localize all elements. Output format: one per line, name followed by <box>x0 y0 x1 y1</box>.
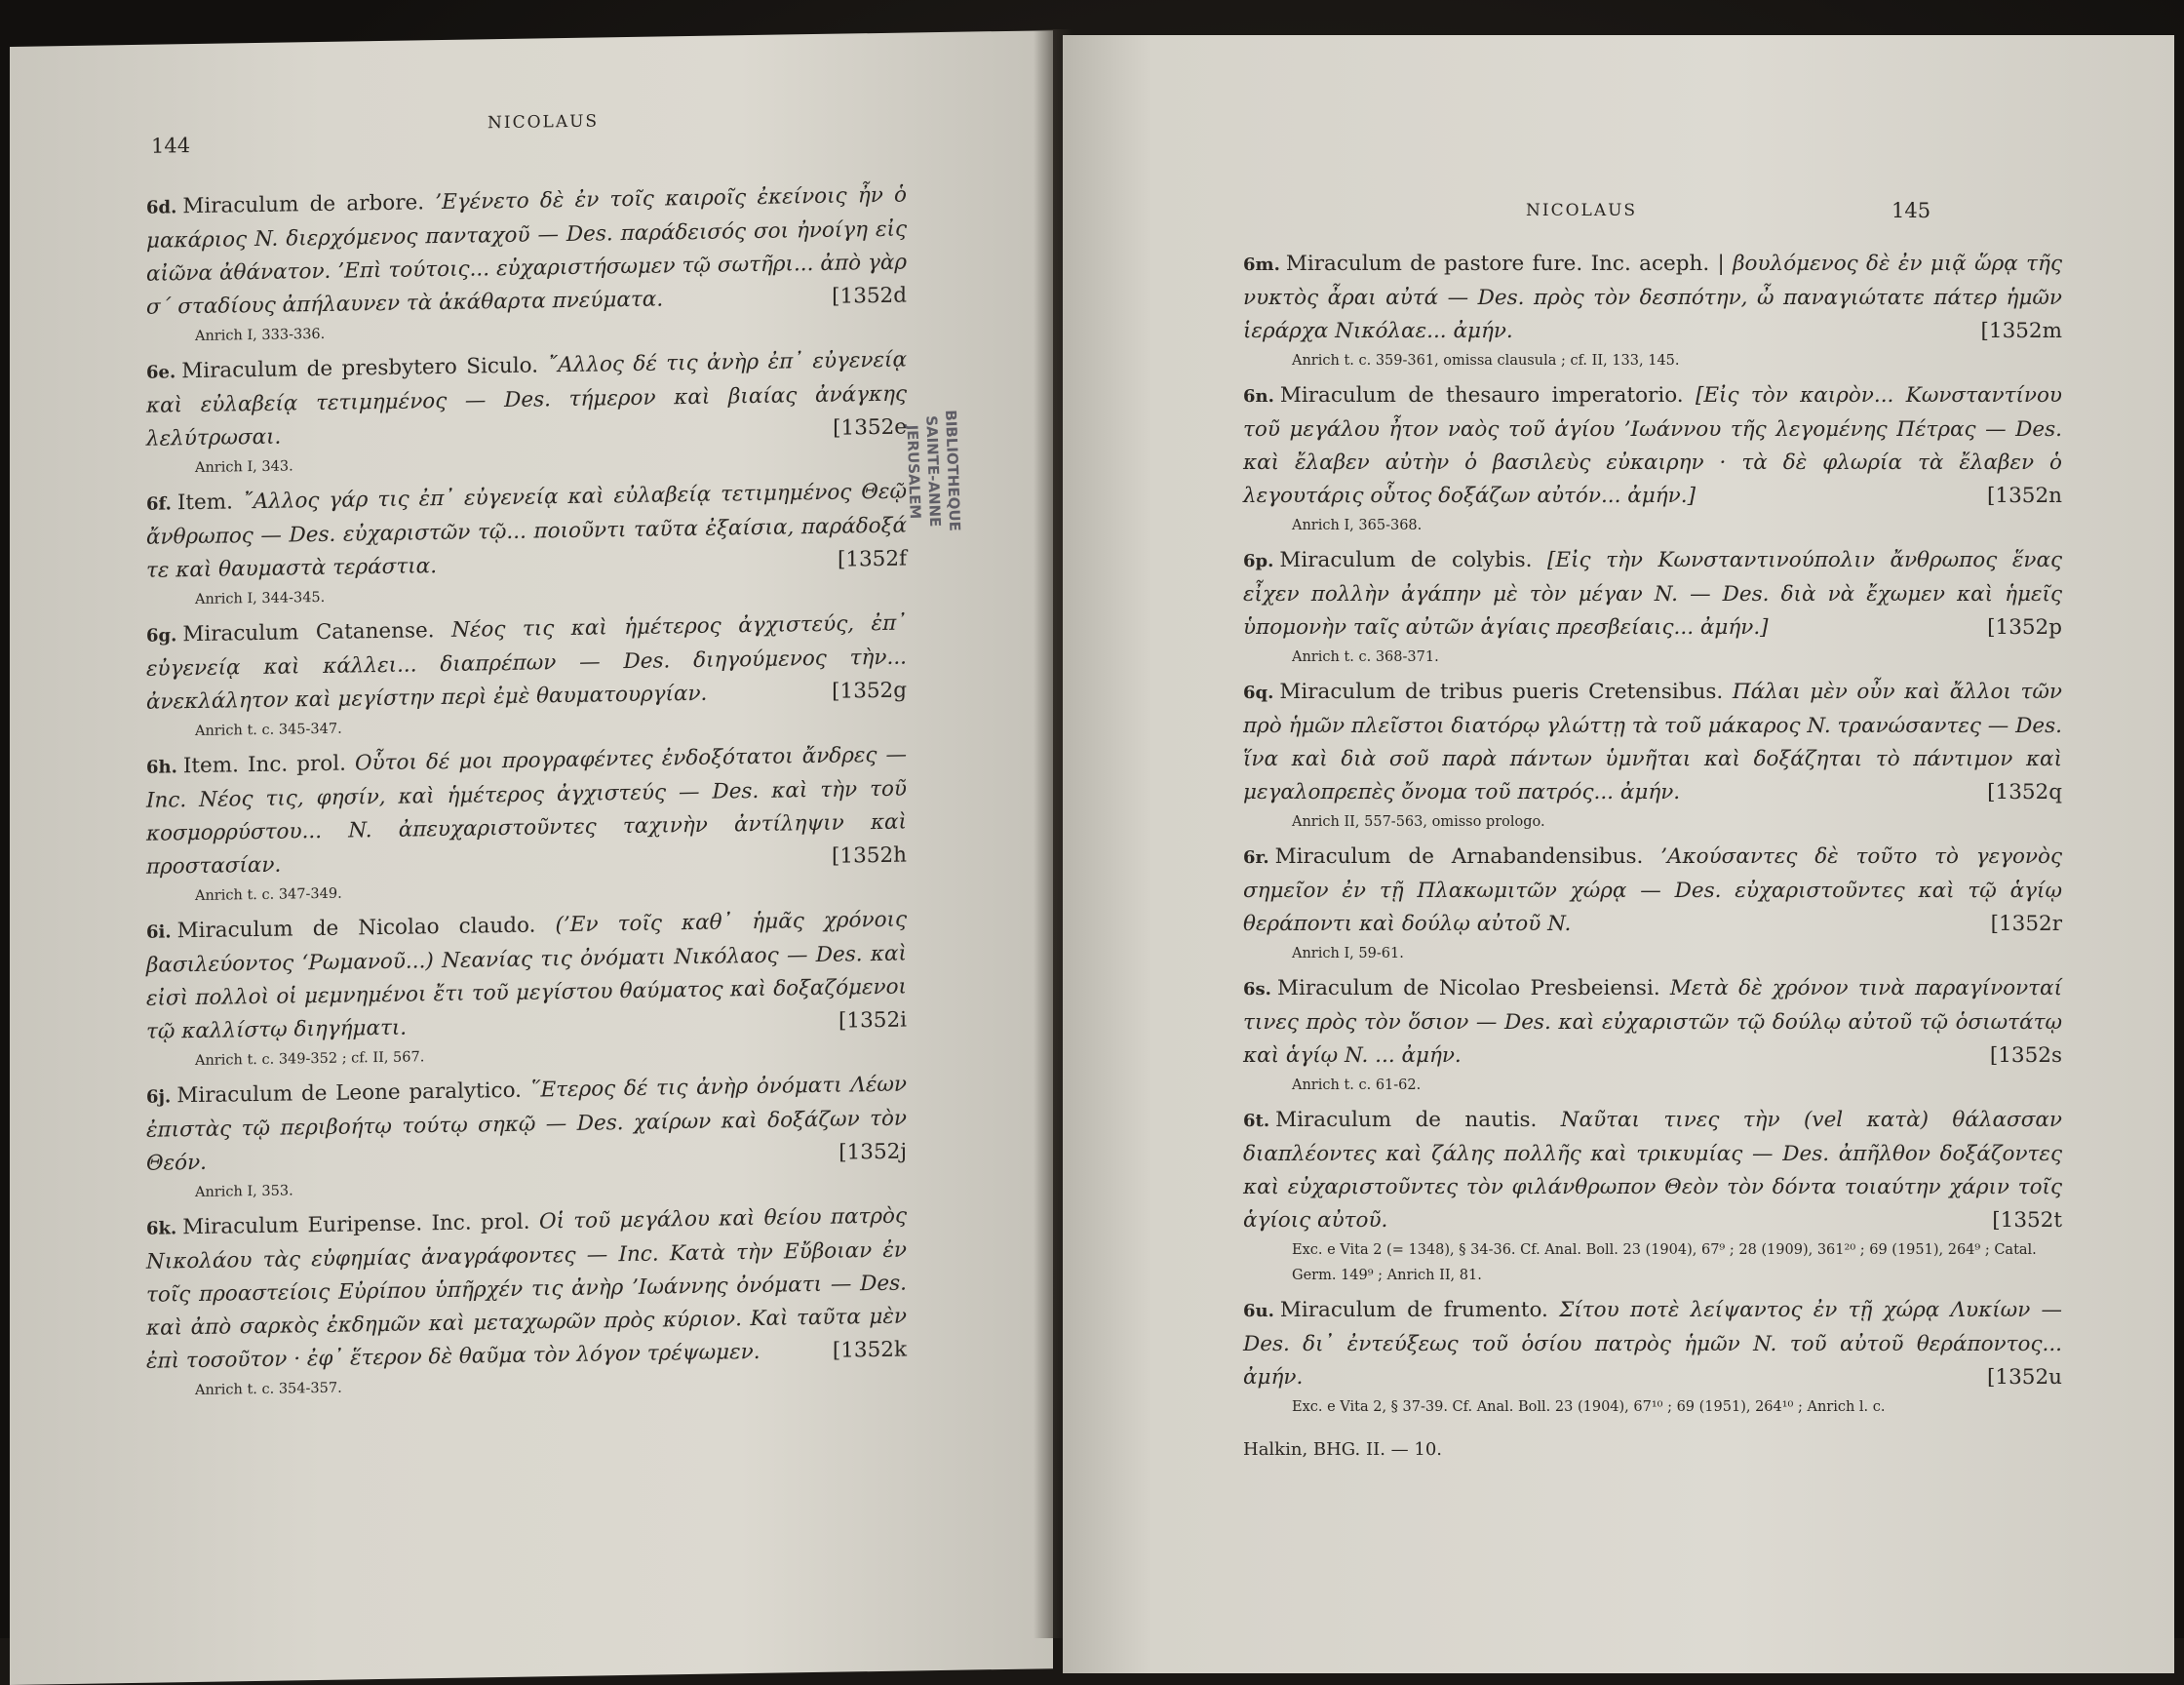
entry-ref: [1352h <box>832 842 907 869</box>
stamp-line: SAINTE-ANNE <box>922 414 945 528</box>
entry-label: 6s. <box>1243 979 1271 999</box>
entry-source: Exc. e Vita 2 (= 1348), § 34-36. Cf. Anal. Boll. 23 (1904), 67⁹ ; 28 (1909), 361²⁰ ; 69 (1951), 264⁹ ; Catal. Germ. 149⁹ ; Anrich II, 81. <box>1292 1242 2037 1283</box>
entry-title: Miraculum de presbytero Siculo. <box>181 353 539 384</box>
right-column <box>1243 248 2062 1467</box>
entry-label: 6m. <box>1243 255 1280 275</box>
entry-ref: [1352t <box>1992 1208 2062 1233</box>
entry-text: ’Εγένετο δὲ ἐν τοῖς καιροῖς ἐκείνοις ἦν ὁ μακάριος N. διερχόμενος πανταχοῦ — Des. παράδεισός σοι ἠνοίγη εἰς αἰῶνα ἀθάνατον. ’Επὶ τούτοις... εὐχαριστήσωμεν τῷ σωτῆρι... ἀπὸ γὰρ σ΄ σταδίους ἀπήλαυνεν τὰ ἀκάθαρτα πνεύματα. <box>146 182 907 320</box>
entry-ref: [1352p <box>1987 615 2062 640</box>
entry-ref: [1352s <box>1989 1043 2062 1068</box>
entry-label: 6r. <box>1243 847 1269 868</box>
entry-text: Ναῦται τινες τὴν (vel κατὰ) θάλασσαν διαπλέοντες καὶ ζάλης πολλῆς καὶ τρικυμίας — Des. ἀπῆλθον δοξάζοντες καὶ εὐχαριστοῦντες τὸν φιλάνθρωπον Θεὸν τὸν δόντα τοιαύτην χάριν τοῖς ἁγίοις αὐτοῦ. <box>1243 1108 2062 1233</box>
entry-text: ’Ακούσαντες δὲ τοῦτο τὸ γεγονὸς σημεῖον ἐν τῇ Πλακωμιτῶν χώρᾳ — Des. εὐχαριστοῦντες καὶ τῷ ἁγίῳ θεράποντι καὶ δούλῳ αὐτοῦ N. <box>1243 844 2062 936</box>
left-running-head: NICOLAUS <box>488 111 600 134</box>
entry-ref: [1352f <box>837 546 907 572</box>
entry-6h <box>146 739 907 910</box>
entry-6r <box>1243 841 2062 966</box>
entry-label: 6p. <box>1243 551 1274 571</box>
entry-text: [Εἰς τὸν καιρὸν... Κωνσταντίνου τοῦ μεγάλου ἦτον ναὸς τοῦ ἁγίου ’Ιωάννου τῆς λεγομένης Πέτρας — Des. καὶ ἔλαβεν αὐτὴν ὁ βασιλεὺς εὐκαιρην · τὰ δὲ φλωρία τὰ ἔλαβεν ὁ λεγουτάρις οὗτος δοξάζων αὐτόν... ἀμήν.] <box>1243 383 2062 508</box>
entry-source: Anrich t. c. 359-361, omissa clausula ; cf. II, 133, 145. <box>1292 353 1680 369</box>
entry-6p <box>1243 544 2062 670</box>
entry-title: Miraculum de Leone paralytico. <box>176 1078 522 1109</box>
entry-title: Miraculum Euripense. Inc. prol. <box>182 1209 530 1240</box>
entry-title: Miraculum de arbore. <box>182 190 425 219</box>
entry-ref: [1352k <box>832 1337 907 1363</box>
entry-source: Anrich I, 353. <box>195 1183 293 1201</box>
entry-6m <box>1243 248 2062 373</box>
entry-text: ῞Ετερος δέ τις ἀνὴρ ὀνόματι Λέων ἐπιστὰς τῷ περιβοήτῳ τούτῳ σηκῷ — Des. χαίρων καὶ δοξάζων τὸν Θεόν. <box>146 1072 907 1176</box>
entry-ref: [1352r <box>1990 912 2062 936</box>
entry-title: Miraculum de nautis. <box>1275 1108 1538 1132</box>
entry-source: Anrich t. c. 368-371. <box>1292 649 1439 665</box>
entry-6e <box>146 344 907 482</box>
entry-text: ῎Αλλος δέ τις ἀνὴρ ἐπ᾽ εὐγενείᾳ καὶ εὐλαβείᾳ τετιμημένος — Des. τήμερον καὶ βιαίας ἀνάγκης λελύτρωσαι. <box>146 347 907 451</box>
entry-source: Anrich t. c. 345-347. <box>195 721 342 740</box>
entry-6d <box>146 179 907 350</box>
entry-source: Exc. e Vita 2, § 37-39. Cf. Anal. Boll. 23 (1904), 67¹⁰ ; 69 (1951), 264¹⁰ ; Anrich l. c. <box>1292 1399 1886 1415</box>
right-page-number: 145 <box>1892 199 1931 222</box>
stamp-line: BIBLIOTHEQUE <box>942 410 964 532</box>
entry-label: 6g. <box>146 625 177 647</box>
entry-text: βουλόμενος δὲ ἐν μιᾷ ὥρᾳ τῆς νυκτὸς ἆραι αὐτά — Des. πρὸς τὸν δεσπότην, ὦ παναγιώτατε πάτερ ἡμῶν ἱεράρχα Νικόλαε... ἀμήν. <box>1243 252 2062 343</box>
entry-source: Anrich t. c. 347-349. <box>195 885 342 905</box>
entry-text: Οἱ τοῦ μεγάλου καὶ θείου πατρὸς Νικολάου τὰς εὐφημίας ἀναγράφοντες — Inc. Κατὰ τὴν Εὔβοιαν ἐν τοῖς προαστείοις Εὐρίπου ὑπῆρχέν τις ἀνὴρ ’Ιωάννης ὀνόματι — Des. καὶ ἀπὸ σαρκὸς ἐκδημῶν καὶ μεταχωρῶν πρὸς κύριον. Καὶ ταῦτα μὲν ἐπὶ τοσοῦτον · ἐφ᾽ ἕτερον δὲ θαῦμα τὸν λόγον τρέψωμεν. <box>146 1203 907 1374</box>
left-page-number: 144 <box>151 134 191 158</box>
entry-6n <box>1243 379 2062 538</box>
entry-label: 6u. <box>1243 1301 1274 1321</box>
left-page <box>10 30 1053 1685</box>
entry-title: Miraculum de tribus pueris Cretensibus. <box>1279 680 1724 704</box>
entry-ref: [1352n <box>1987 484 2062 508</box>
entry-text: Οὗτοι δέ μοι προγραφέντες ἐνδοξότατοι ἄνδρες — Inc. Νέος τις, φησίν, καὶ ἡμέτερος ἀγχιστεύς — Des. καὶ τὴν τοῦ κοσμορρύστου... N. ἀπευχαριστοῦντες ταχινὴν ἀντίληψιν καὶ προστασίαν. <box>146 742 907 880</box>
entry-text: [Εἰς τὴν Κωνσταντινούπολιν ἄνθρωπος ἕνας εἶχεν πολλὴν ἀγάπην μὲ τὸν μέγαν N. — Des. διὰ νὰ ἔχωμεν καὶ ἡμεῖς ὑπομονὴν ταῖς αὐτῶν ἁγίαις πρεσβείαις... ἀμήν.] <box>1243 548 2063 640</box>
entry-label: 6t. <box>1243 1111 1270 1131</box>
entry-ref: [1352g <box>832 678 907 704</box>
entry-ref: [1352j <box>838 1139 907 1165</box>
entry-text: Μετὰ δὲ χρόνον τινὰ παραγίνονταί τινες πρὸς τὸν ὅσιον — Des. καὶ εὐχαριστῶν τῷ δούλῳ αὐτοῦ τῷ ὁσιωτάτῳ καὶ ἁγίῳ N. ... ἀμήν. <box>1243 976 2062 1068</box>
entry-label: 6k. <box>146 1218 177 1239</box>
entry-source: Anrich I, 344-345. <box>195 589 326 608</box>
entry-title: Item. <box>176 490 233 516</box>
entry-ref: [1352u <box>1987 1365 2062 1390</box>
entry-source: Anrich II, 557-563, omisso prologo. <box>1292 814 1545 830</box>
entry-ref: [1352q <box>1987 780 2062 804</box>
entry-title: Miraculum Catanense. <box>182 618 435 647</box>
entry-label: 6i. <box>146 921 172 943</box>
entry-title: Miraculum de Arnabandensibus. <box>1274 844 1644 869</box>
entry-source: Anrich I, 365-368. <box>1292 518 1423 533</box>
entry-title: Miraculum de thesauro imperatorio. <box>1279 383 1684 408</box>
entry-source: Anrich t. c. 349-352 ; cf. II, 567. <box>195 1049 425 1070</box>
entry-source: Anrich I, 59-61. <box>1292 946 1404 961</box>
entry-6f <box>146 476 907 613</box>
entry-ref: [1352i <box>838 1007 907 1034</box>
entry-ref: [1352d <box>832 283 907 309</box>
entry-source: Anrich t. c. 61-62. <box>1292 1078 1422 1093</box>
entry-title: Miraculum de colybis. <box>1279 548 1533 572</box>
left-column <box>146 179 907 1410</box>
right-page <box>1063 35 2174 1673</box>
entry-6s <box>1243 972 2062 1098</box>
entry-text: (’Εν τοῖς καθ᾽ ἡμᾶς χρόνοις βασιλεύοντος ‘Ρωμανοῦ...) Νεανίας τις ὀνόματι Νικόλαος — Des. καὶ εἰσὶ πολλοὶ οἱ μεμνημένοι ἔτι τοῦ μεγίστου θαύματος καὶ δοξαζόμενοι τῷ καλλίστῳ διηγήματι. <box>146 907 907 1044</box>
entry-label: 6j. <box>146 1086 172 1108</box>
entry-title: Miraculum de Nicolao claudo. <box>176 913 536 944</box>
page-footer: Halkin, BHG. II. — 10. <box>1243 1439 1443 1460</box>
entry-6k <box>146 1200 907 1404</box>
entry-title: Miraculum de pastore fure. Inc. aceph. | <box>1285 252 1725 276</box>
entry-6i <box>146 904 907 1075</box>
entry-label: 6q. <box>1243 683 1274 703</box>
entry-ref: [1352m <box>1980 319 2062 343</box>
stamp-line: JERUSALEM <box>903 424 924 520</box>
entry-6t <box>1243 1104 2062 1288</box>
entry-text: ῎Αλλος γάρ τις ἐπ᾽ εὐγενείᾳ καὶ εὐλαβείᾳ τετιμημένος Θεῷ ἄνθρωπος — Des. εὐχαριστῶν τῷ... ποιοῦντι ταῦτα ἐξαίσια, παράδοξά τε καὶ θαυμαστὰ τεράστια. <box>146 479 907 583</box>
right-running-head: NICOLAUS <box>1526 201 1638 220</box>
entry-label: 6e. <box>146 362 176 383</box>
entry-ref: [1352e <box>833 414 907 441</box>
entry-title: Miraculum de frumento. <box>1279 1298 1548 1322</box>
library-stamp <box>902 410 964 533</box>
entry-6q <box>1243 676 2062 835</box>
entry-6u <box>1243 1294 2062 1420</box>
entry-source: Anrich I, 343. <box>195 458 293 477</box>
entry-text: Σίτου ποτὲ λείψαντος ἐν τῇ χώρᾳ Λυκίων — Des. δι᾽ ἐντεύξεως τοῦ ὁσίου πατρὸς ἡμῶν N. τοῦ αὐτοῦ θεράποντος... ἀμήν. <box>1243 1298 2062 1390</box>
entry-source: Anrich I, 333-336. <box>195 326 326 345</box>
entry-text: Νέος τις καὶ ἡμέτερος ἀγχιστεύς, ἐπ᾽ εὐγενείᾳ καὶ κάλλει... διαπρέπων — Des. διηγούμενος τὴν... ἀνεκλάλητον καὶ μεγίστην περὶ ἐμὲ θαυματουργίαν. <box>146 610 907 715</box>
entry-title: Item. Inc. prol. <box>182 751 346 779</box>
entry-label: 6n. <box>1243 386 1274 407</box>
entry-label: 6f. <box>146 493 172 515</box>
entry-6g <box>146 607 907 745</box>
entry-title: Miraculum de Nicolao Presbeiensi. <box>1276 976 1660 1000</box>
entry-6j <box>146 1069 907 1206</box>
entry-label: 6h. <box>146 757 177 778</box>
entry-source: Anrich t. c. 354-357. <box>195 1380 342 1399</box>
entry-label: 6d. <box>146 197 177 218</box>
entry-text: Πάλαι μὲν οὖν καὶ ἄλλοι τῶν πρὸ ἡμῶν πλεῖστοι διατόρῳ γλώττῃ τὰ τοῦ μάκαρος N. τρανώσαντες — Des. ἵνα καὶ διὰ σοῦ παρὰ πάντων ὑμνῆται καὶ δοξάζηται τὸ πάντιμον καὶ μεγαλοπρεπὲς ὄνομα τοῦ πατρός... ἀμήν. <box>1243 680 2062 804</box>
